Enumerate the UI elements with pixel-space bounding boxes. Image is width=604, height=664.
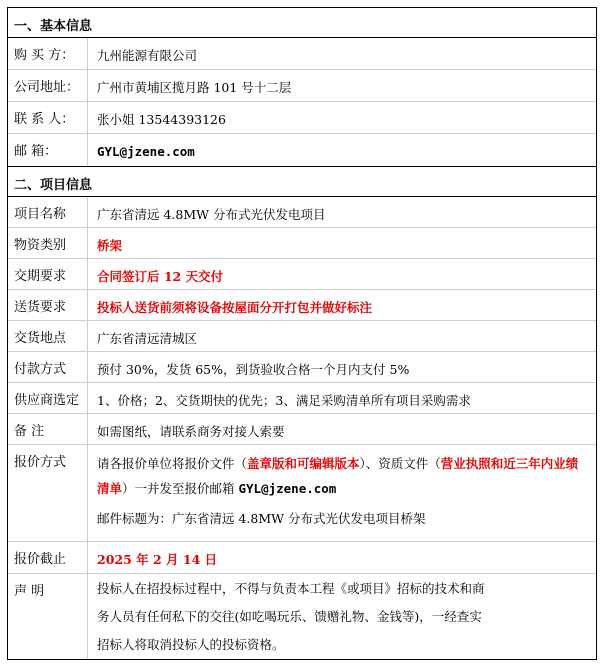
statement-line-1: 投标人在招投标过程中，不得与负责本工程《或项目》招标的技术和商 bbox=[97, 581, 485, 596]
location-label: 交货地点 bbox=[8, 321, 88, 351]
deadline-label: 报价截止 bbox=[8, 542, 88, 573]
row-location bbox=[8, 321, 596, 352]
shipping-label: 送货要求 bbox=[8, 290, 88, 320]
address-label: 公司地址： bbox=[8, 70, 88, 101]
address-value: 广州市黄埔区揽月路 101 号十二层 bbox=[97, 80, 292, 95]
shipping-value: 投标人送货前须将设备按屋面分开打包并做好标注 bbox=[97, 300, 373, 315]
procurement-document bbox=[7, 7, 597, 660]
delivery-time-label: 交期要求 bbox=[8, 259, 88, 289]
statement-label: 声 明 bbox=[8, 574, 88, 659]
payment-label: 付款方式 bbox=[8, 352, 88, 382]
location-value: 广东省清远清城区 bbox=[97, 331, 198, 346]
row-payment bbox=[8, 352, 596, 383]
row-address bbox=[8, 70, 596, 102]
row-email bbox=[8, 134, 596, 167]
project-name-value: 广东省清远 4.8MW 分布式光伏发电项目 bbox=[97, 207, 326, 222]
selection-value: 1、价格；2、交货期快的优先；3、满足采购清单所有项目采购需求 bbox=[97, 393, 471, 408]
quote-red-1: 盖章版和可编辑版本 bbox=[247, 456, 360, 471]
quote-value bbox=[88, 445, 596, 541]
row-deadline bbox=[8, 542, 596, 574]
row-shipping bbox=[8, 290, 596, 321]
statement-line-3: 招标人将取消投标人的投标资格。 bbox=[97, 637, 285, 652]
contact-label: 联 系 人： bbox=[8, 102, 88, 133]
category-label: 物资类别 bbox=[8, 228, 88, 258]
payment-value: 预付 30%，发货 65%，到货验收合格一个月内支付 5% bbox=[97, 362, 410, 377]
row-quote bbox=[8, 445, 596, 542]
row-selection bbox=[8, 383, 596, 414]
quote-email[interactable]: GYL@jzene.com bbox=[238, 481, 337, 496]
quote-text-1: 请各报价单位将报价文件（ bbox=[97, 456, 248, 471]
row-delivery-time bbox=[8, 259, 596, 290]
remark-value: 如需图纸，请联系商务对接人索要 bbox=[97, 424, 285, 439]
contact-value: 张小姐 13544393126 bbox=[97, 112, 226, 127]
quote-text-2: ）、资质文件（ bbox=[359, 456, 441, 471]
email-value-cell bbox=[88, 134, 596, 166]
deadline-value: 2025 年 2 月 14 日 bbox=[97, 552, 218, 567]
quote-text-3: ）一并发至报价邮箱 bbox=[122, 481, 239, 496]
section-basic-header bbox=[8, 8, 596, 38]
row-statement bbox=[8, 574, 596, 659]
remark-label: 备 注 bbox=[8, 414, 88, 444]
buyer-value: 九州能源有限公司 bbox=[97, 48, 198, 63]
email-value[interactable]: GYL@jzene.com bbox=[97, 144, 195, 159]
selection-label: 供应商选定 bbox=[8, 383, 88, 413]
section-basic-title: 一、基本信息 bbox=[14, 19, 93, 34]
email-label: 邮 箱： bbox=[8, 134, 88, 166]
row-buyer bbox=[8, 38, 596, 70]
quote-red-2: 营业执照和近三年内业绩清单 bbox=[97, 456, 579, 496]
project-name-label: 项目名称 bbox=[8, 197, 88, 227]
row-project-name bbox=[8, 197, 596, 228]
category-value: 桥架 bbox=[97, 238, 123, 253]
quote-subject: 邮件标题为：广东省清远 4.8MW 分布式光伏发电项目桥架 bbox=[97, 511, 426, 526]
section-project-header bbox=[8, 167, 596, 197]
row-contact bbox=[8, 102, 596, 134]
statement-value bbox=[88, 574, 596, 659]
row-remark bbox=[8, 414, 596, 445]
buyer-label: 购 买 方： bbox=[8, 38, 88, 69]
row-category bbox=[8, 228, 596, 259]
statement-line-2: 务人员有任何私下的交往(如吃喝玩乐、馈赠礼物、金钱等)，一经查实 bbox=[97, 609, 482, 624]
delivery-time-value: 合同签订后 12 天交付 bbox=[97, 269, 224, 284]
quote-label: 报价方式 bbox=[8, 445, 88, 541]
section-project-title: 二、项目信息 bbox=[14, 178, 93, 193]
